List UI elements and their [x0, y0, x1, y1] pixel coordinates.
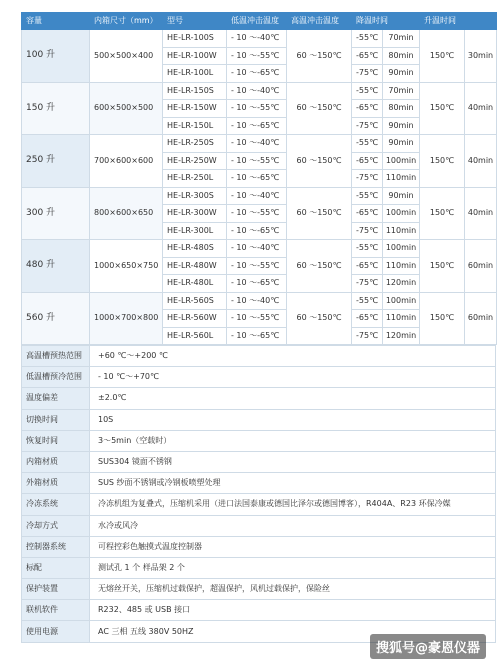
fall-temp-cell: -65℃: [352, 310, 383, 328]
model-cell: HE-LR-560L: [163, 327, 227, 345]
model-cell: HE-LR-150L: [163, 117, 227, 135]
high-temp-cell: 60 ～150℃: [287, 187, 352, 240]
high-temp-cell: 60 ～150℃: [287, 292, 352, 345]
spec-row: [22, 451, 496, 472]
model-cell: HE-LR-100S: [163, 30, 227, 48]
spec-label: 标配: [22, 557, 90, 578]
spec-value: 测试孔 1 个 样品架 2 个: [90, 557, 496, 578]
rise-time-cell: 40min: [465, 82, 497, 135]
low-temp-cell: - 10 ～-55℃: [227, 100, 287, 118]
fall-temp-cell: -55℃: [352, 30, 383, 48]
table-row: [22, 187, 497, 205]
model-cell: HE-LR-250L: [163, 170, 227, 188]
spec-row: [22, 346, 496, 367]
spec-table-body: [22, 346, 496, 643]
low-temp-cell: - 10 ～-55℃: [227, 257, 287, 275]
fall-time-cell: 100min: [383, 292, 420, 310]
spec-value: SUS 纱面不锈钢或冷钢板喷塑处理: [90, 473, 496, 494]
model-cell: HE-LR-250W: [163, 152, 227, 170]
table-row: [22, 240, 497, 258]
model-table-body: [22, 30, 497, 345]
model-cell: HE-LR-250S: [163, 135, 227, 153]
fall-time-cell: 120min: [383, 275, 420, 293]
fall-temp-cell: -65℃: [352, 47, 383, 65]
fall-temp-cell: -65℃: [352, 100, 383, 118]
spec-label: 恢复时间: [22, 430, 90, 451]
fall-time-cell: 70min: [383, 82, 420, 100]
fall-time-cell: 70min: [383, 30, 420, 48]
spec-value: - 10 ℃～+70℃: [90, 367, 496, 388]
model-cell: HE-LR-560S: [163, 292, 227, 310]
fall-time-cell: 110min: [383, 222, 420, 240]
model-cell: HE-LR-480W: [163, 257, 227, 275]
header-model: 型号: [163, 13, 227, 30]
spec-value: 冷冻机组为复叠式，压缩机采用（进口法国泰康或德国比泽尔或德国博客），R404A、R23 环保冷媒: [90, 494, 496, 515]
model-cell: HE-LR-150S: [163, 82, 227, 100]
fall-time-cell: 90min: [383, 65, 420, 83]
spec-row: [22, 579, 496, 600]
low-temp-cell: - 10 ～-40℃: [227, 135, 287, 153]
model-cell: HE-LR-100W: [163, 47, 227, 65]
fall-temp-cell: -65℃: [352, 152, 383, 170]
spec-value: R232、485 或 USB 接口: [90, 600, 496, 621]
inner-size-cell: 800×600×650: [90, 187, 163, 240]
fall-time-cell: 90min: [383, 187, 420, 205]
low-temp-cell: - 10 ～-40℃: [227, 30, 287, 48]
inner-size-cell: 1000×650×750: [90, 240, 163, 293]
rise-time-cell: 60min: [465, 240, 497, 293]
fall-temp-cell: -55℃: [352, 240, 383, 258]
fall-temp-cell: -55℃: [352, 292, 383, 310]
fall-time-cell: 100min: [383, 152, 420, 170]
fall-temp-cell: -75℃: [352, 275, 383, 293]
fall-time-cell: 100min: [383, 240, 420, 258]
fall-time-cell: 90min: [383, 135, 420, 153]
spec-label: 冷冻系统: [22, 494, 90, 515]
spec-value: ±2.0℃: [90, 388, 496, 409]
fall-temp-cell: -75℃: [352, 65, 383, 83]
spec-label: 温度偏差: [22, 388, 90, 409]
high-temp-cell: 60 ～150℃: [287, 30, 352, 83]
rise-temp-cell: 150℃: [420, 187, 465, 240]
header-low-temp: 低温冲击温度: [227, 13, 287, 30]
spec-label: 保护装置: [22, 579, 90, 600]
fall-temp-cell: -75℃: [352, 222, 383, 240]
spec-row: [22, 388, 496, 409]
low-temp-cell: - 10 ～-40℃: [227, 187, 287, 205]
capacity-cell: 100 升: [22, 30, 90, 83]
spec-label: 控制器系统: [22, 536, 90, 557]
table-row: [22, 292, 497, 310]
rise-time-cell: 40min: [465, 187, 497, 240]
low-temp-cell: - 10 ～-65℃: [227, 65, 287, 83]
fall-time-cell: 80min: [383, 100, 420, 118]
low-temp-cell: - 10 ～-55℃: [227, 310, 287, 328]
fall-temp-cell: -55℃: [352, 135, 383, 153]
fall-temp-cell: -65℃: [352, 257, 383, 275]
rise-temp-cell: 150℃: [420, 292, 465, 345]
spec-label: 切换时间: [22, 409, 90, 430]
spec-row: [22, 557, 496, 578]
fall-temp-cell: -75℃: [352, 117, 383, 135]
spec-value: 可程控彩色触摸式温度控制器: [90, 536, 496, 557]
spec-value: 水冷或风冷: [90, 515, 496, 536]
inner-size-cell: 600×500×500: [90, 82, 163, 135]
fall-time-cell: 120min: [383, 327, 420, 345]
rise-temp-cell: 150℃: [420, 240, 465, 293]
spec-row: [22, 367, 496, 388]
fall-temp-cell: -65℃: [352, 205, 383, 223]
rise-time-cell: 60min: [465, 292, 497, 345]
spec-row: [22, 409, 496, 430]
low-temp-cell: - 10 ～-65℃: [227, 327, 287, 345]
low-temp-cell: - 10 ～-55℃: [227, 47, 287, 65]
low-temp-cell: - 10 ～-40℃: [227, 240, 287, 258]
spec-table: [21, 345, 496, 643]
rise-time-cell: 30min: [465, 30, 497, 83]
spec-label: 外箱材质: [22, 473, 90, 494]
spec-value: +60 ℃～+200 ℃: [90, 346, 496, 367]
low-temp-cell: - 10 ～-55℃: [227, 205, 287, 223]
spec-row: [22, 536, 496, 557]
model-cell: HE-LR-480L: [163, 275, 227, 293]
high-temp-cell: 60 ～150℃: [287, 240, 352, 293]
spec-label: 内箱材质: [22, 451, 90, 472]
header-inner-size: 内箱尺寸（mm）: [90, 13, 163, 30]
spec-label: 使用电源: [22, 621, 90, 642]
rise-time-cell: 40min: [465, 135, 497, 188]
fall-temp-cell: -55℃: [352, 82, 383, 100]
inner-size-cell: 500×500×400: [90, 30, 163, 83]
model-cell: HE-LR-150W: [163, 100, 227, 118]
model-cell: HE-LR-300S: [163, 187, 227, 205]
model-table: [21, 12, 497, 345]
rise-temp-cell: 150℃: [420, 82, 465, 135]
spec-row: [22, 473, 496, 494]
inner-size-cell: 700×600×600: [90, 135, 163, 188]
spec-row: [22, 515, 496, 536]
model-cell: HE-LR-300L: [163, 222, 227, 240]
model-cell: HE-LR-560W: [163, 310, 227, 328]
model-cell: HE-LR-300W: [163, 205, 227, 223]
spec-value: 无熔丝开关，压缩机过载保护，超温保护，风机过载保护，保险丝: [90, 579, 496, 600]
high-temp-cell: 60 ～150℃: [287, 82, 352, 135]
table-row: [22, 135, 497, 153]
fall-time-cell: 110min: [383, 310, 420, 328]
fall-time-cell: 90min: [383, 117, 420, 135]
capacity-cell: 560 升: [22, 292, 90, 345]
low-temp-cell: - 10 ～-40℃: [227, 82, 287, 100]
spec-value: AC 三相 五线 380V 50HZ: [90, 621, 496, 642]
table-header-row: [22, 13, 497, 30]
spec-row: [22, 430, 496, 451]
low-temp-cell: - 10 ～-65℃: [227, 222, 287, 240]
low-temp-cell: - 10 ～-65℃: [227, 275, 287, 293]
high-temp-cell: 60 ～150℃: [287, 135, 352, 188]
spec-row: [22, 494, 496, 515]
watermark: 搜狐号@豪恩仪器: [370, 634, 486, 659]
fall-time-cell: 110min: [383, 257, 420, 275]
header-high-temp: 高温冲击温度: [287, 13, 352, 30]
table-row: [22, 82, 497, 100]
capacity-cell: 300 升: [22, 187, 90, 240]
table-row: [22, 30, 497, 48]
spec-label: 低温槽预冷范围: [22, 367, 90, 388]
header-capacity: 容量: [22, 13, 90, 30]
inner-size-cell: 1000×700×800: [90, 292, 163, 345]
capacity-cell: 150 升: [22, 82, 90, 135]
rise-temp-cell: 150℃: [420, 30, 465, 83]
fall-time-cell: 80min: [383, 47, 420, 65]
model-cell: HE-LR-100L: [163, 65, 227, 83]
spec-label: 联机软件: [22, 600, 90, 621]
fall-temp-cell: -75℃: [352, 327, 383, 345]
rise-temp-cell: 150℃: [420, 135, 465, 188]
spec-row: [22, 600, 496, 621]
model-cell: HE-LR-480S: [163, 240, 227, 258]
spec-value: SUS304 镜面不锈钢: [90, 451, 496, 472]
low-temp-cell: - 10 ～-65℃: [227, 117, 287, 135]
fall-time-cell: 110min: [383, 170, 420, 188]
spec-label: 冷却方式: [22, 515, 90, 536]
header-rise-time: 升温时间: [420, 13, 497, 30]
header-fall-time: 降温时间: [352, 13, 420, 30]
low-temp-cell: - 10 ～-40℃: [227, 292, 287, 310]
spec-sheet: [21, 12, 496, 643]
fall-temp-cell: -55℃: [352, 187, 383, 205]
spec-label: 高温槽预热范围: [22, 346, 90, 367]
capacity-cell: 250 升: [22, 135, 90, 188]
capacity-cell: 480 升: [22, 240, 90, 293]
low-temp-cell: - 10 ～-55℃: [227, 152, 287, 170]
fall-temp-cell: -75℃: [352, 170, 383, 188]
spec-value: 10S: [90, 409, 496, 430]
spec-value: 3～5min（空载时）: [90, 430, 496, 451]
fall-time-cell: 100min: [383, 205, 420, 223]
low-temp-cell: - 10 ～-65℃: [227, 170, 287, 188]
